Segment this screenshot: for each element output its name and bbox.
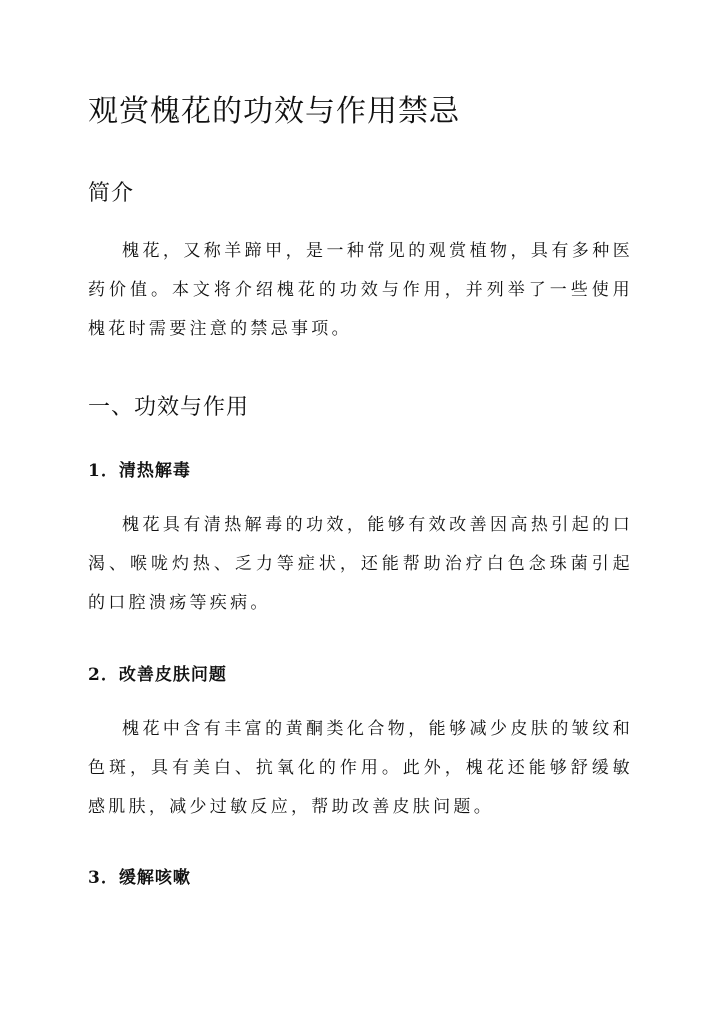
- intro-paragraph: 槐花，又称羊蹄甲，是一种常见的观赏植物，具有多种医药价值。本文将介绍槐花的功效与作用，并列举了一些使用槐花时需要注意的禁忌事项。: [88, 241, 633, 339]
- section1-heading: 一、功效与作用: [88, 395, 250, 420]
- item2-paragraph: 槐花中含有丰富的黄酮类化合物，能够减少皮肤的皱纹和色斑，具有美白、抗氧化的作用。此外，槐花还能够舒缓敏感肌肤，减少过敏反应，帮助改善皮肤问题。: [88, 719, 633, 817]
- item1-heading: 1．清热解毒: [88, 461, 191, 481]
- intro-heading: 简介: [88, 181, 135, 206]
- item3-heading: 3．缓解咳嗽: [88, 868, 191, 888]
- item2-heading: 2．改善皮肤问题: [88, 665, 227, 685]
- item1-paragraph: 槐花具有清热解毒的功效，能够有效改善因高热引起的口渴、喉咙灼热、乏力等症状，还能帮助治疗白色念珠菌引起的口腔溃疡等疾病。: [88, 515, 633, 613]
- document-title: 观赏槐花的功效与作用禁忌: [88, 94, 460, 129]
